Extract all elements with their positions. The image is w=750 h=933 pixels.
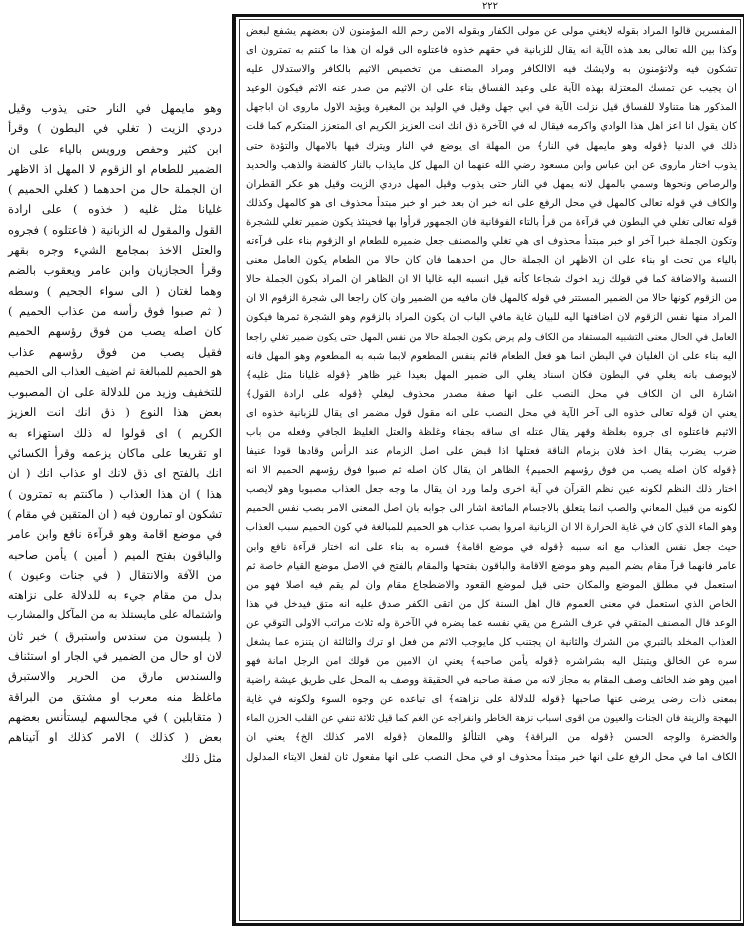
margin-text-line: الكريم ) اى قولوا له ذلك استهزاء به [8,425,222,440]
main-text-line-with-heading: والخضرة والوجه الحسن ﴿قوله من البراقة﴾ وهي التلألؤ واللمعان ﴿قوله الامر كذلك الخ﴾ يعني ان [246,732,737,744]
main-text-line-with-heading: بمعنى ذات رضى يرضى عنها صاحبها ﴿قوله للدلالة على نزاهته﴾ اى تباعده عن وجوه السوء ولكونه في غاية [246,694,737,706]
margin-text-line: فقيل يصب من فوق رؤسهم عذاب [8,344,222,359]
main-text-line: المراد منها نفس الزقوم لان اضافتها اليه للبيان غاية مافي الباب ان يكون المراد بالزقوم وهو الشجرة ثمرها فيكون [246,312,737,324]
margin-text-line: بعض ( كذلك ) الامر كذلك او آتيناهم [8,730,222,745]
main-text-line: وهو الماء الذي كان في غاية الحرارة الا ان الزبانية امروا بصب عذاب هو الحميم للمبالغة في كون الحميم سبب العذاب [245,522,737,534]
main-text-line: قوله تعالى تغلي في البطون في قرآءة من قرأ بالتاء الفوقانية فان الجمهور قرأوا بها فحينئذ يكون ضمير تغلي للشجرة [246,216,737,228]
main-text-line: من الزقوم كونها حالا من الضمير المستتر في قوله كالمهل فان مافيه من الضمير وان كان راجعا الى شجرة الزقوم الا ان [246,293,737,305]
main-text-line-with-heading: سره عن الخالق ويتبتل اليه بشراشره ﴿قوله يأمن صاحبه﴾ يعني ان الامين من قولك امن الرجل امانة فهو [246,656,737,668]
margin-text-line: ( ثم صبوا فوق رأسه من عذاب الحميم ) [8,303,222,318]
margin-text-line: والسندس مارق من الحرير والاستبرق [8,669,222,684]
main-text-line: اختار ذلك النظم لكونه عين نظم القرآن في آية اخرى ولما ورد ان يقال ما وجه جعل العذاب مصبوبا وهو لايصب [246,484,737,496]
main-text-line-with-heading: لايوصف بانه يغلي في البطون فكان اسناد يغلي الى ضمير المهل بعيدا غير ظاهر ﴿قوله غليانا مثل غليه﴾ [246,369,737,381]
margin-text-line: هذا ) ان هذا العذاب ( ماكنتم به تمترون ) [8,486,222,501]
margin-text-line: غليانا مثل غليه ( خذوه ) على ارادة [8,202,222,217]
margin-text-line: وقرأ الحجازيان وابن عامر ويعقوب بالضم [8,263,222,278]
main-text-line: كان يقول انا اعز اهل هذا الوادي واكرمه فيقال له في الآخرة ذق انك انت العزيز الكريم اى المتعزز المتكرم كما قلت [246,121,737,133]
margin-text-line: انك بالفتح اى ذق لانك او عذاب انك ( ان [8,466,222,481]
main-text-line: الخاص الذي استعمل في معنى العموم قال اهل السنة كل من اتقى الكفر صدق عليه انه متق فيدخل في هذا [246,598,737,610]
main-text-line: النسبة والاضافة كما في قولك زيد اخوك شجاعا كأنه قيل انسبه اليه غاليا الا ان الظاهر ان المراد بكون الجملة حالا [246,274,737,286]
margin-text-line: الضمير للطعام او الزقوم لا المهل اذ الاظهر [8,161,222,176]
margin-text-column [8,98,222,768]
main-text-line: الوعد قال المصنف المتقي في عرف الشرع من يقي نفسه عما يضره في الآخرة وله ثلاث مراتب الاولى التوقي عن [246,617,737,629]
margin-text-line: وهو مايمهل في النار حتى يذوب وقيل [8,101,222,115]
margin-text-line: هو الحميم للمبالغة ثم اضيف العذاب الى الحميم [8,364,222,378]
margin-text-line: ان الجملة حال من احدهما ( كغلي الحميم ) [8,182,222,197]
margin-text-line: او تقريعا على ماكان يزعمه وقرأ الكسائي [8,446,222,461]
margin-text-line: وهما لغتان ( الى سواء الجحيم ) وسطه [8,283,222,298]
main-text-line: المذكور هنا متناولا للفساق قيل نزلت الآية في ابي جهل وقيل في الوليد بن المغيرة ويؤيد الاول ماروى ان اباجهل [246,102,737,114]
margin-text-line: دردي الزيت ( تغلي في البطون ) وقرأ [8,121,222,136]
main-text-line-with-heading: اشارة الى ان الكاف في محل النصب على انها صفة مصدر محذوف ليغلي ﴿قوله على ارادة القول﴾ [246,388,737,400]
margin-text-line: واشتماله على مايستلذ به من المآكل والمشارب [7,608,222,622]
main-text-line: تشكون فيه ولاتؤمنون به ولايشك فيه الاالكافر ومراد المصنف من تخصيص الاثيم بالكافر والاستدلال عليه [246,64,737,76]
margin-text-line: مثل ذلك [181,750,222,765]
main-text-line: ضرب يضرب يقال اخذ فلان بزمام الناقة فعتلها اذا قبض على اصل الزمام عند الرأس وقادها قودا عنيفا [246,446,737,458]
margin-text-line: ابن كثير وحفص ورويس بالياء على ان [8,141,222,156]
main-commentary-text [246,22,737,918]
margin-text-line: والعتل الاخذ بمجامع الشيء وجره بقهر [8,243,222,258]
margin-text-line: ( متقابلين ) في مجالسهم ليستأنس بعضهم [8,709,222,724]
main-text-line-with-heading: حيث جعل نفس العذاب مع انه سببه ﴿قوله في موضع اقامة﴾ فسره به بناء على انه اختار قرآءة نافع وابن [246,541,737,553]
main-text-line: العامل في الحال معنى التشبيه المستفاد من الكاف ولم يرض بكون الجملة حالا من نفس المهل حتى يكون ضمير تغلي راجعا [246,331,737,343]
margin-text-line: للتخفيف وزيد من للدلالة على ان المصبوب [8,385,222,400]
margin-text-line: كان اصله يصب من فوق رؤسهم الحميم [8,324,222,339]
margin-text-line: تشكون او تمارون فيه ( ان المتقين في مقام ) [7,506,222,521]
main-text-line: وتكون الجملة خبرا آخر او خبر مبتدأ محذوف اى هي تغلي والمصنف جعل ضميره للطعام او الزقوم بناء على قرآءته [246,236,737,248]
main-text-line: والكاف في قوله تعالى كالمهل في محل الرفع على انه خبر ان بعد خبر او خبر مبتدأ محذوف اى هو كالمهل وكذلك [246,197,737,209]
main-text-line: بالياء من تحت او بناء على ان الاظهر ان الجملة حال من احدهما فان كان حالا من الطعام يكون العامل معنى [246,255,737,267]
main-text-line: العذاب المخلد بالتبري من الشرك والثانية ان يجتنب كل مايوجب الاثم من فعل او ترك والثالثة ان يتنزه عما يشغل [246,637,737,648]
main-text-line: وكذا بين الله تعالى بعد هذه الآية انه يقال للزبانية في حقهم خذوه فاعتلوه الى قوله ان هذا ما كنتم به تمترون اى [246,45,737,57]
main-text-line: الكاف اما في محل الرفع على انها خبر مبتدأ محذوف او في محل النصب على انها مفعول ثان لفعل الايتاء المدلول [246,751,737,763]
main-text-line-with-heading: ﴿قوله كان اصله يصب من فوق رؤسهم الحميم﴾ الظاهر ان يقال كان اصله ثم صبوا فوق رؤسهم الحميم الا انه [246,465,737,477]
main-text-line: عامر فانهما قرآ مقام بضم الميم وهو موضع الاقامة والباقون بفتحها والمقام بالفتح في الاصل موضع القيام خاصة ثم [246,560,737,572]
main-text-line: والرصاص ونحوها وسمي بالمهل لانه يمهل في النار حتى يذوب وقيل المهل دردي الزيت وقيل هو عكر القطران [246,178,737,190]
main-text-frame [232,14,744,926]
main-text-line: الاثيم فاعتلوه اى جروه بغلظة وقهر يقال عتله اى ساقه بجفاء وغلظة والعتل الغليظ الجافي وفعله من باب [246,426,737,438]
main-text-line: استعمل في مطلق الموضع والمكان حتى قيل لموضع القعود والاضطجاع مقام وان لم يقم فيه اصلا فهو من [246,579,737,591]
main-text-line: المفسرين قالوا المراد بقوله لايغني مولى عن مولى الكفار وبقوله الامن رحم الله المؤمنون لان بعضهم يشفع لبعض [246,26,737,37]
main-text-line: اليه بناء على ان الغليان في البطن انما هو فعل الطعام قائم بنفس المطعوم لابما شبه به المطعوم وهو المهل فانه [246,350,737,362]
page-number: ٢٢٢ [481,1,499,12]
margin-text-line: ( يلبسون من سندس واستبرق ) خبر ثان [8,628,222,643]
margin-text-line: لان او حال من الضمير في الجار او استئناف [8,649,222,664]
margin-text-line: القول والمقول له الزبانية ( فاعتلوه ) فجروه [8,222,222,237]
margin-text-line: من الآفة والانتقال ( في جنات وعيون ) [8,567,222,582]
margin-text-line: بعض هذا النوع ( ذق انك انت العزيز [8,405,222,420]
margin-text-line: ماغلظ منه معرب او مشتق من البراقة [8,689,222,704]
margin-text-line: بدل من مقام جيء به للدلالة على نزاهته [8,588,222,603]
main-text-line: البهجة والزينة فان الجنات والعيون من اقوى اسباب نزهة الخاطر وانفراجه عن الغم كما قيل ثلاثة تنفي عن القلب الحزن الماء [246,713,737,725]
margin-text-line: في موضع اقامة وهو قرآءة نافع وابن عامر [8,527,222,542]
main-text-line: امين وهو ضد الخائف وصف المقام به مجاز لانه من صفة صاحبه في الحقيقة ووصف به المحل على طريق عيشة راضية [246,675,737,687]
main-text-line: ان يجيب عن تمسك المعتزلة بهذه الآية على وعيد الفساق بناء على ان الاثيم من صدر عنه الاثم فيكون الوعيد [246,83,737,95]
margin-text-line: والباقون بفتح الميم ( أمين ) يأمن صاحبه [8,547,222,562]
main-text-line: لكونه من قبيل المعاني والصب انما يتعلق بالاجسام المائعة اشار الى جوابه بان اصل المعنى الامر بصب نفس الحميم [246,503,737,515]
main-text-line: يعني ان قوله تعالى خذوه الى آخر الآية في محل النصب على انه مقول قول مضمر اى يقال للزبانية خذوه اى [246,407,737,419]
main-text-line-with-heading: ذلك في الدنيا ﴿قوله وهو مايمهل في النار﴾ من المهلة اى يوضع في النار ويترك فيها بالامهال والتؤدة حتى [246,140,737,152]
main-text-line: يذوب اختار ماروى عن ابن عباس وابن مسعود رضي الله عنهما ان المهل كل مايذاب بالنار كالفضة والذهب والحديد [246,159,737,171]
